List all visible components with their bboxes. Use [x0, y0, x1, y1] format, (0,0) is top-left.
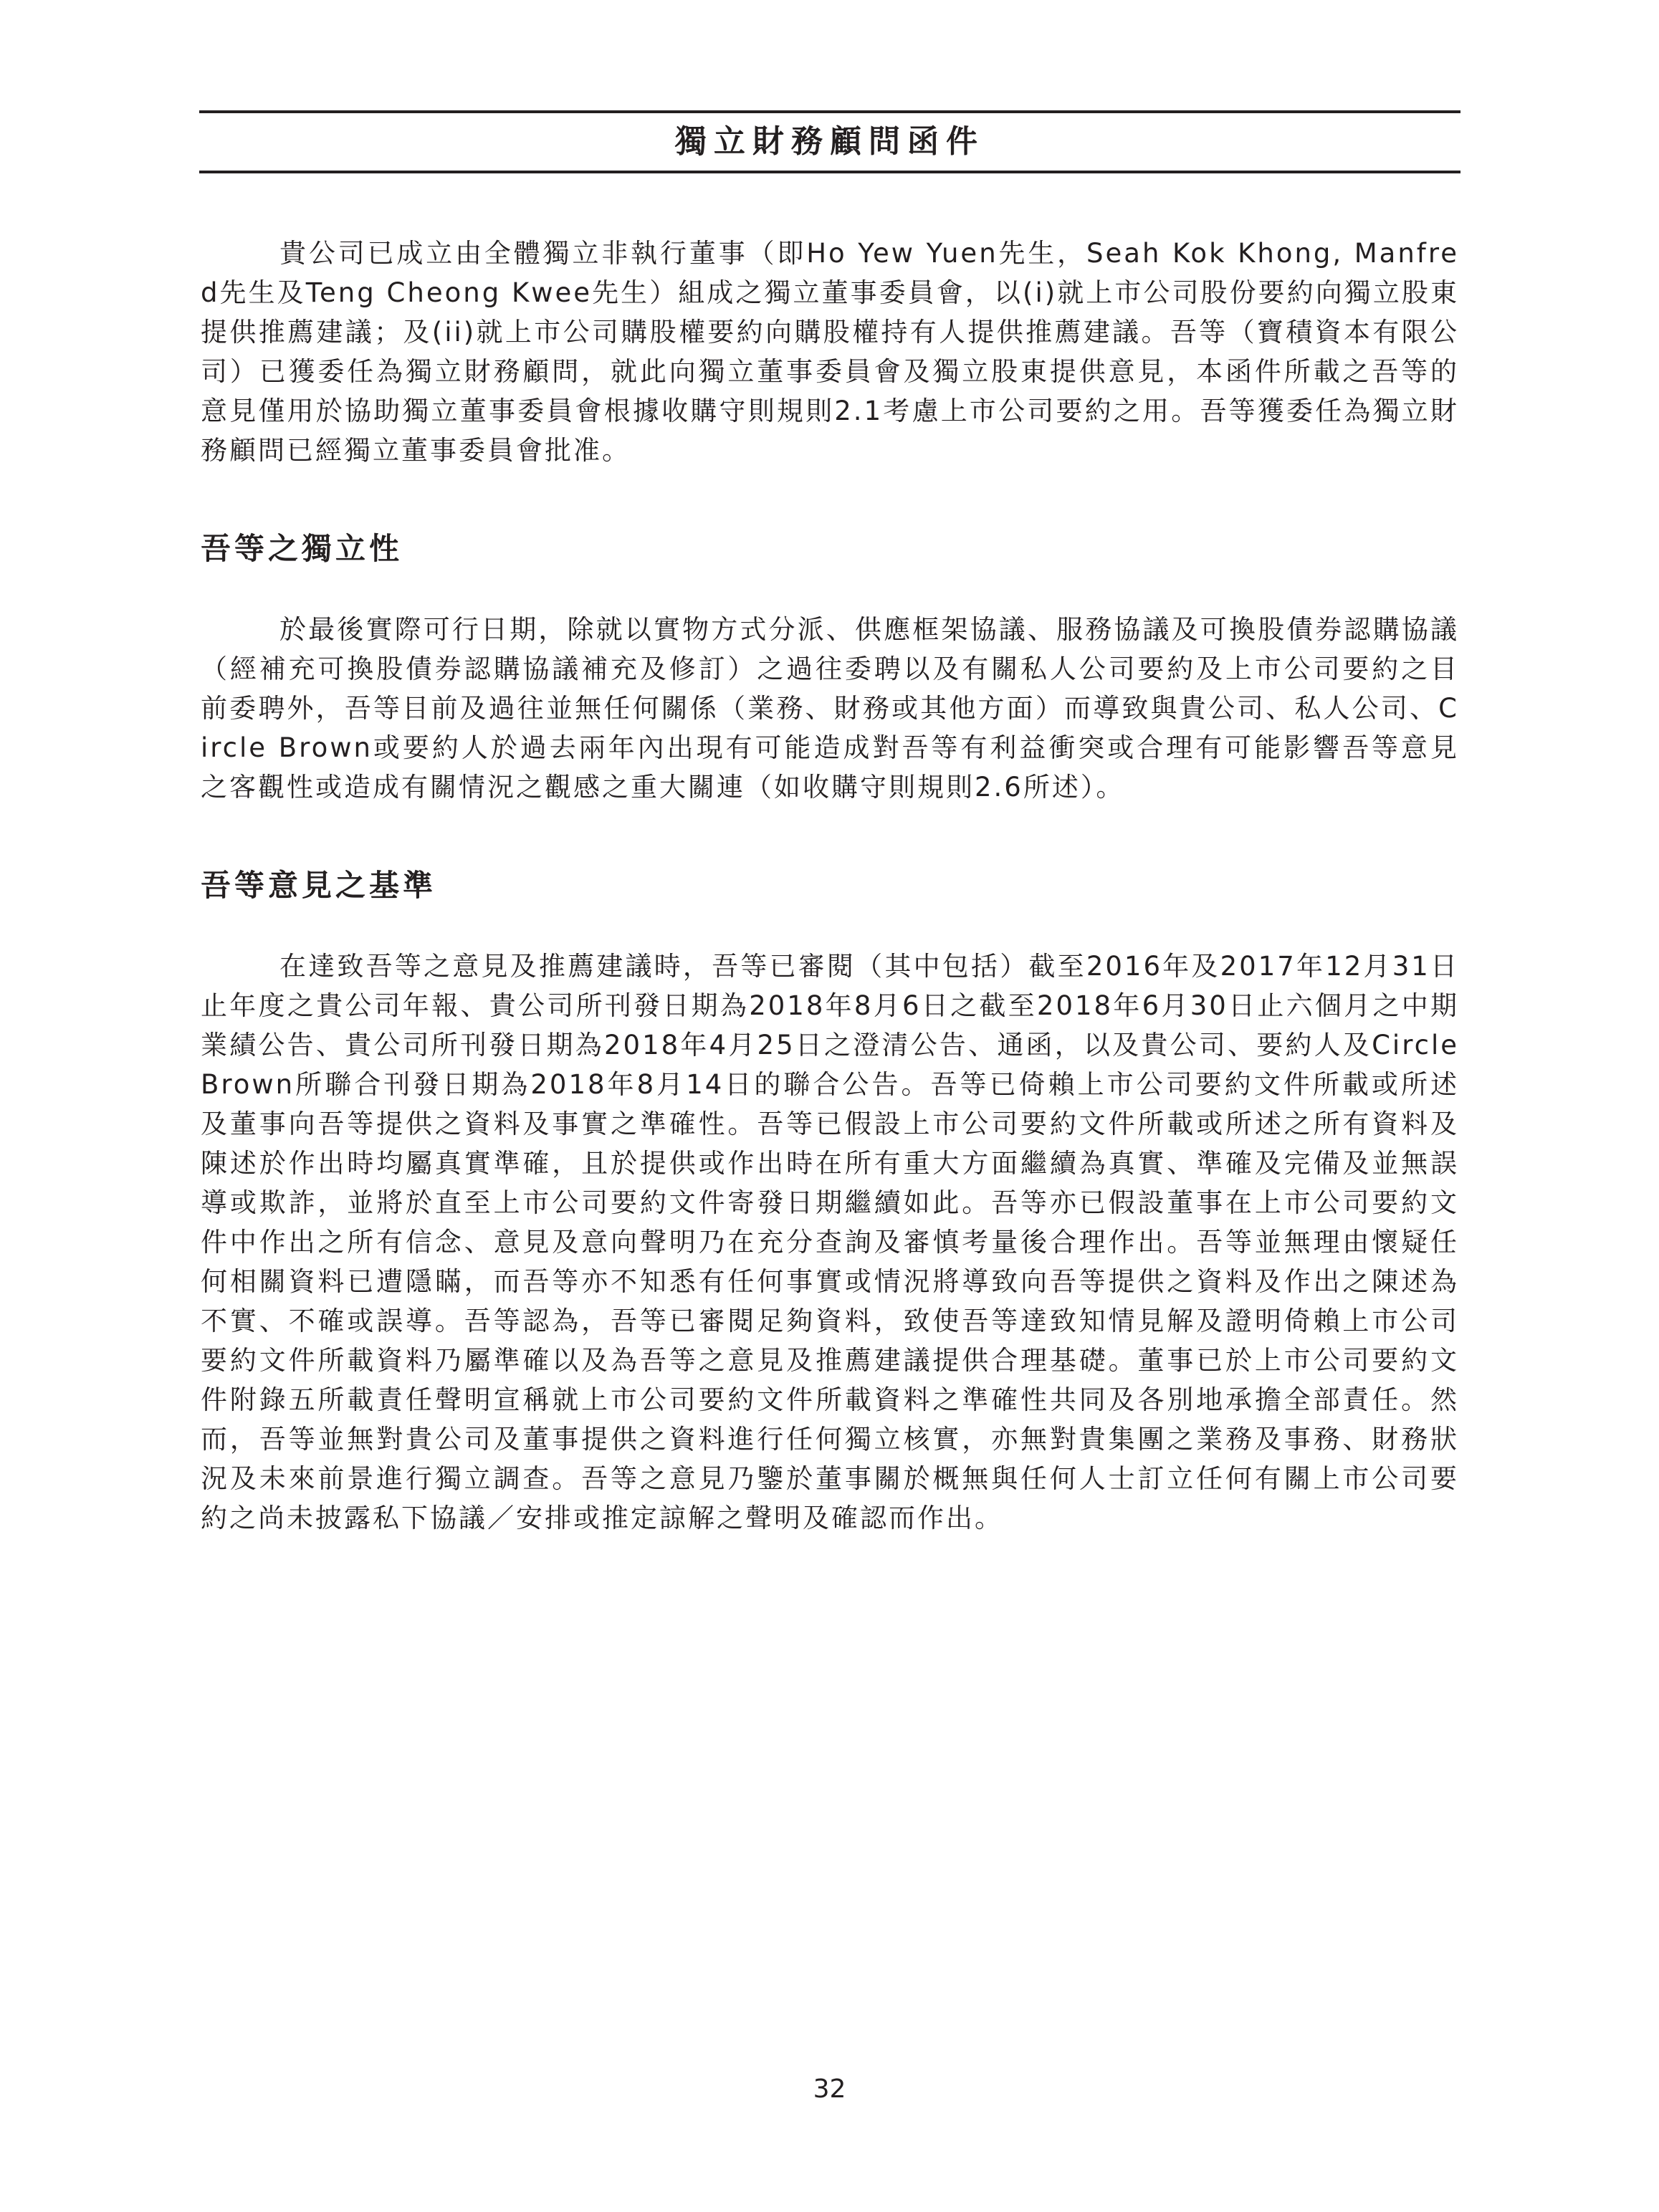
independence-heading: 吾等之獨立性 — [201, 531, 403, 566]
basis-paragraph: 在達致吾等之意見及推薦建議時，吾等已審閱（其中包括）截至2016年及2017年12月31日止年度之貴公司年報、貴公司所刊發日期為2018年8月6日之截至2018年6月30日止六個月之中期業績公告、貴公司所刊發日期為2018年4月25日之澄清公告、通函，以及貴公司、要約人及Circle Brown所聯合刊發日期為2018年8月14日的聯合公告。吾等已倚賴上市公司要約文件所載或所述及董事向吾等提供之資料及事實之準確性。吾等已假設上市公司要約文件所載或所述之所有資料及陳述於作出時均屬真實準確，且於提供或作出時在所有重大方面繼續為真實、準確及完備及並無誤導或欺詐，並將於直至上市公司要約文件寄發日期繼續如此。吾等亦已假設董事在上市公司要約文件中作出之所有信念、意見及意向聲明乃在充分查詢及審慎考量後合理作出。吾等並無理由懷疑任何相關資料已遭隱瞞，而吾等亦不知悉有任何事實或情況將導致向吾等提供之資料及作出之陳述為不實、不確或誤導。吾等認為，吾等已審閱足夠資料，致使吾等達致知情見解及證明倚賴上市公司要約文件所載資料乃屬準確以及為吾等之意見及推薦建議提供合理基礎。董事已於上市公司要約文件附錄五所載責任聲明宣稱就上市公司要約文件所載資料之準確性共同及各別地承擔全部責任。然而，吾等並無對貴公司及董事提供之資料進行任何獨立核實，亦無對貴集團之業務及事務、財務狀況及未來前景進行獨立調查。吾等之意見乃鑒於董事關於概無與任何人士訂立任何有關上市公司要約之尚未披露私下協議／安排或推定諒解之聲明及確認而作出。 — [201, 951, 1459, 1533]
header-title: 獨立財務顧問函件 — [675, 123, 985, 160]
document-body — [201, 234, 1459, 1538]
basis-heading: 吾等意見之基準 — [201, 868, 437, 903]
page-number: 32 — [813, 2074, 846, 2104]
independence-paragraph: 於最後實際可行日期，除就以實物方式分派、供應框架協議、服務協議及可換股債券認購協議（經補充可換股債券認購協議補充及修訂）之過往委聘以及有關私人公司要約及上市公司要約之目前委聘外，吾等目前及過往並無任何關係（業務、財務或其他方面）而導致與貴公司、私人公司、Circle Brown或要約人於過去兩年內出現有可能造成對吾等有利益衝突或合理有可能影響吾等意見之客觀性或造成有關情況之觀感之重大關連（如收購守則規則2.6所述）。 — [201, 614, 1459, 803]
intro-paragraph: 貴公司已成立由全體獨立非執行董事（即Ho Yew Yuen先生，Seah Kok Khong, Manfred先生及Teng Cheong Kwee先生）組成之獨立董事委員會，以(i)就上市公司股份要約向獨立股東提供推薦建議；及(ii)就上市公司購股權要約向購股權持有人提供推薦建議。吾等（寶積資本有限公司）已獲委任為獨立財務顧問，就此向獨立董事委員會及獨立股東提供意見，本函件所載之吾等的意見僅用於協助獨立董事委員會根據收購守則規則2.1考慮上市公司要約之用。吾等獲委任為獨立財務顧問已經獨立董事委員會批准。 — [201, 238, 1459, 466]
page-header — [199, 110, 1460, 173]
